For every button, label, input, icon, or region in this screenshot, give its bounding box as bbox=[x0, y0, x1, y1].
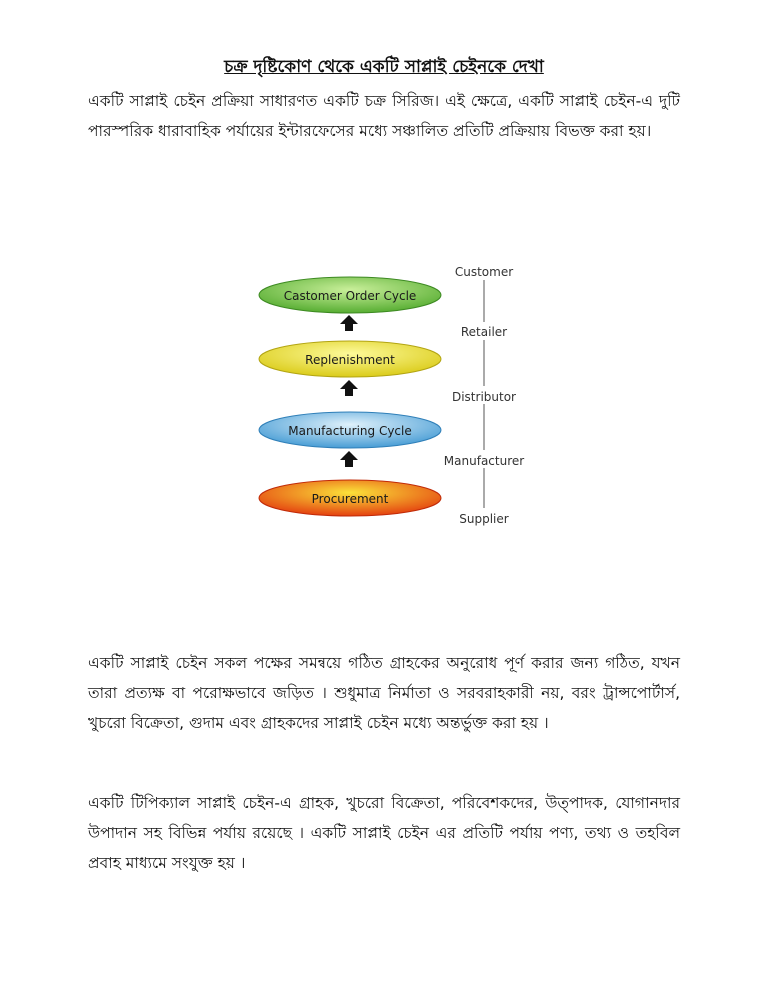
stage-retailer: Retailer bbox=[460, 325, 508, 339]
supply-chain-cycle-diagram bbox=[255, 258, 535, 533]
cycle-replenishment bbox=[259, 341, 441, 377]
stage-manufacturer: Manufacturer bbox=[443, 454, 525, 468]
cycle-manufacturing bbox=[259, 412, 441, 448]
stage-distributor: Distributor bbox=[451, 390, 517, 404]
stage-supplier: Supplier bbox=[459, 512, 509, 526]
cycle-label-customer-order: Castomer Order Cycle bbox=[283, 289, 417, 303]
cycle-label-manufacturing: Manufacturing Cycle bbox=[288, 424, 412, 438]
cycle-procurement bbox=[259, 480, 441, 516]
cycle-label-procurement: Procurement bbox=[311, 492, 389, 506]
stage-customer: Customer bbox=[454, 265, 514, 279]
paragraph-composition: একটি সাপ্লাই চেইন সকল পক্ষের সমন্বয়ে গঠিত গ্রাহকের অনুরোধ পূর্ণ করার জন্য গঠিত, যখন তারা প্রত্যক্ষ বা পরোক্ষভাবে জড়িত । শুধুমাত্র নির্মাতা ও সরবরাহকারী নয়, বরং ট্রান্সপোর্টার্স, খুচরো বিক্রেতা, গুদাম এবং গ্রাহকদের সাপ্লাই চেইন মধ্যে অন্তর্ভুক্ত করা হয় । bbox=[88, 654, 680, 732]
cycle-label-replenishment: Replenishment bbox=[305, 353, 395, 367]
paragraph-stages: একটি টিপিক্যাল সাপ্লাই চেইন-এ গ্রাহক, খুচরো বিক্রেতা, পরিবেশকদের, উত্পাদক, যোগানদার উপাদান সহ বিভিন্ন পর্যায় রয়েছে । একটি সাপ্লাই চেইন এর প্রতিটি পর্যায় পণ্য, তথ্য ও তহবিল প্রবাহ মাধ্যমে সংযুক্ত হয় । bbox=[88, 794, 680, 872]
page-title: চক্র দৃষ্টিকোণ থেকে একটি সাপ্লাই চেইনকে দেখা bbox=[224, 57, 544, 77]
up-arrow-icon bbox=[340, 451, 358, 467]
up-arrow-icon bbox=[340, 315, 358, 331]
paragraph-intro: একটি সাপ্লাই চেইন প্রক্রিয়া সাধারণত একটি চক্র সিরিজ। এই ক্ষেত্রে, একটি সাপ্লাই চেইন-এ দুটি পারস্পরিক ধারাবাহিক পর্যায়ের ইন্টারফেসের মধ্যে সঞ্চালিত প্রতিটি প্রক্রিয়ায় বিভক্ত করা হয়। bbox=[88, 92, 680, 140]
cycle-customer-order bbox=[259, 277, 441, 313]
up-arrow-icon bbox=[340, 380, 358, 396]
